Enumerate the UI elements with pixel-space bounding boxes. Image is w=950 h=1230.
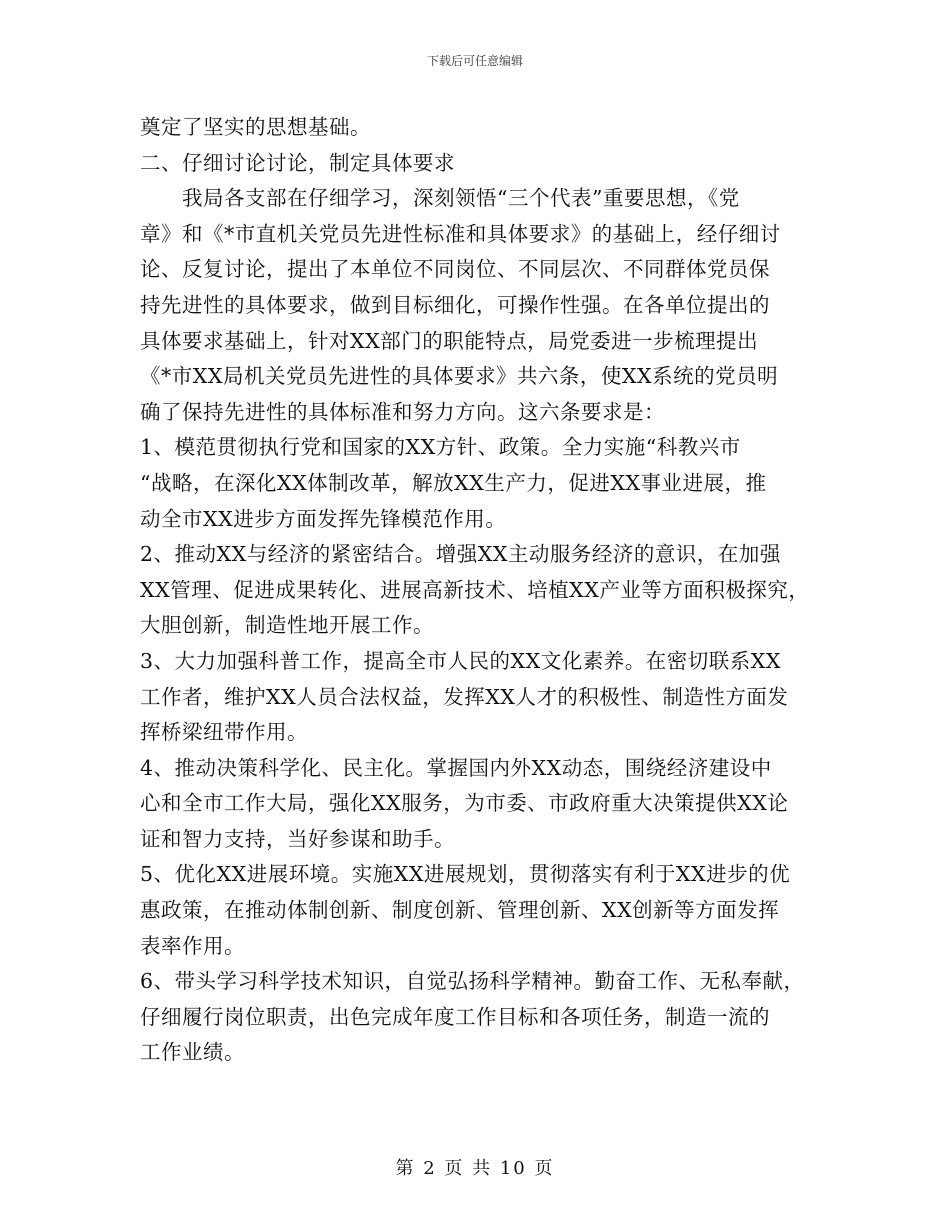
body-text bbox=[140, 110, 820, 1071]
page-footer: 第 2 页 共 10 页 bbox=[395, 1158, 555, 1179]
list-item-5: 5、优化XX进展环境。实施XX进展规划，贯彻落实有利于XX进步的优 bbox=[140, 862, 791, 887]
text-line: 大胆创新，制造性地开展工作。 bbox=[140, 613, 434, 638]
list-item-3: 3、大力加强科普工作，提高全市人民的XX文化素养。在密切联系XX bbox=[140, 648, 781, 673]
text-line: 论、反复讨论，提出了本单位不同岗位、不同层次、不同群体党员保 bbox=[140, 257, 770, 282]
text-line: 章》和《*市直机关党员先进性标准和具体要求》的基础上，经仔细讨 bbox=[140, 221, 781, 246]
text-line: 工作者，维护XX人员合法权益，发挥XX人才的积极性、制造性方面发 bbox=[140, 684, 789, 709]
text-line: 动全市XX进步方面发挥先锋模范作用。 bbox=[140, 506, 507, 531]
text-line: 表率作用。 bbox=[140, 933, 245, 958]
text-line: 挥桥梁纽带作用。 bbox=[140, 720, 308, 745]
text-line: 奠定了坚实的思想基础。 bbox=[140, 115, 371, 139]
text-line: 证和智力支持，当好参谋和助手。 bbox=[140, 826, 455, 851]
text-line: 仔细履行岗位职责，出色完成年度工作目标和各项任务，制造一流的 bbox=[140, 1004, 770, 1029]
text-line: 具体要求基础上，针对XX部门的职能特点，局党委进一步梳理提出 bbox=[140, 328, 759, 353]
text-line: 工作业绩。 bbox=[140, 1040, 245, 1065]
text-line: 《*市XX局机关党员先进性的具体要求》共六条，使XX系统的党员明 bbox=[140, 364, 779, 389]
list-item-4: 4、推动决策科学化、民主化。掌握国内外XX动态，围绕经济建设中 bbox=[140, 755, 772, 780]
list-item-2: 2、推动XX与经济的紧密结合。增强XX主动服务经济的意识，在加强 bbox=[140, 542, 781, 567]
text-line: XX管理、促进成果转化、进展高新技术、培植XX产业等方面积极探究， bbox=[140, 577, 810, 602]
list-item-6: 6、带头学习科学技术知识，自觉弘扬科学精神。勤奋工作、无私奉献， bbox=[140, 969, 805, 994]
text-line: “战略，在深化XX体制改革，解放XX生产力，促进XX事业进展，推 bbox=[140, 470, 767, 495]
text-line: 我局各支部在仔细学习，深刻领悟“三个代表”重要思想，《党 bbox=[140, 186, 740, 211]
text-line: 确了保持先进性的具体标准和努力方向。这六条要求是： bbox=[140, 399, 665, 424]
text-line: 心和全市工作大局，强化XX服务，为市委、市政府重大决策提供XX论 bbox=[140, 791, 789, 816]
list-item-1: 1、模范贯彻执行党和国家的XX方针、政策。全力实施“科教兴市 bbox=[140, 435, 741, 460]
page-header: 下载后可任意编辑 bbox=[426, 54, 523, 68]
text-line: 持先进性的具体要求，做到目标细化，可操作性强。在各单位提出的 bbox=[140, 292, 770, 317]
section-heading: 二、仔细讨论讨论，制定具体要求 bbox=[140, 150, 455, 175]
text-line: 惠政策，在推动体制创新、制度创新、管理创新、XX创新等方面发挥 bbox=[140, 898, 780, 923]
